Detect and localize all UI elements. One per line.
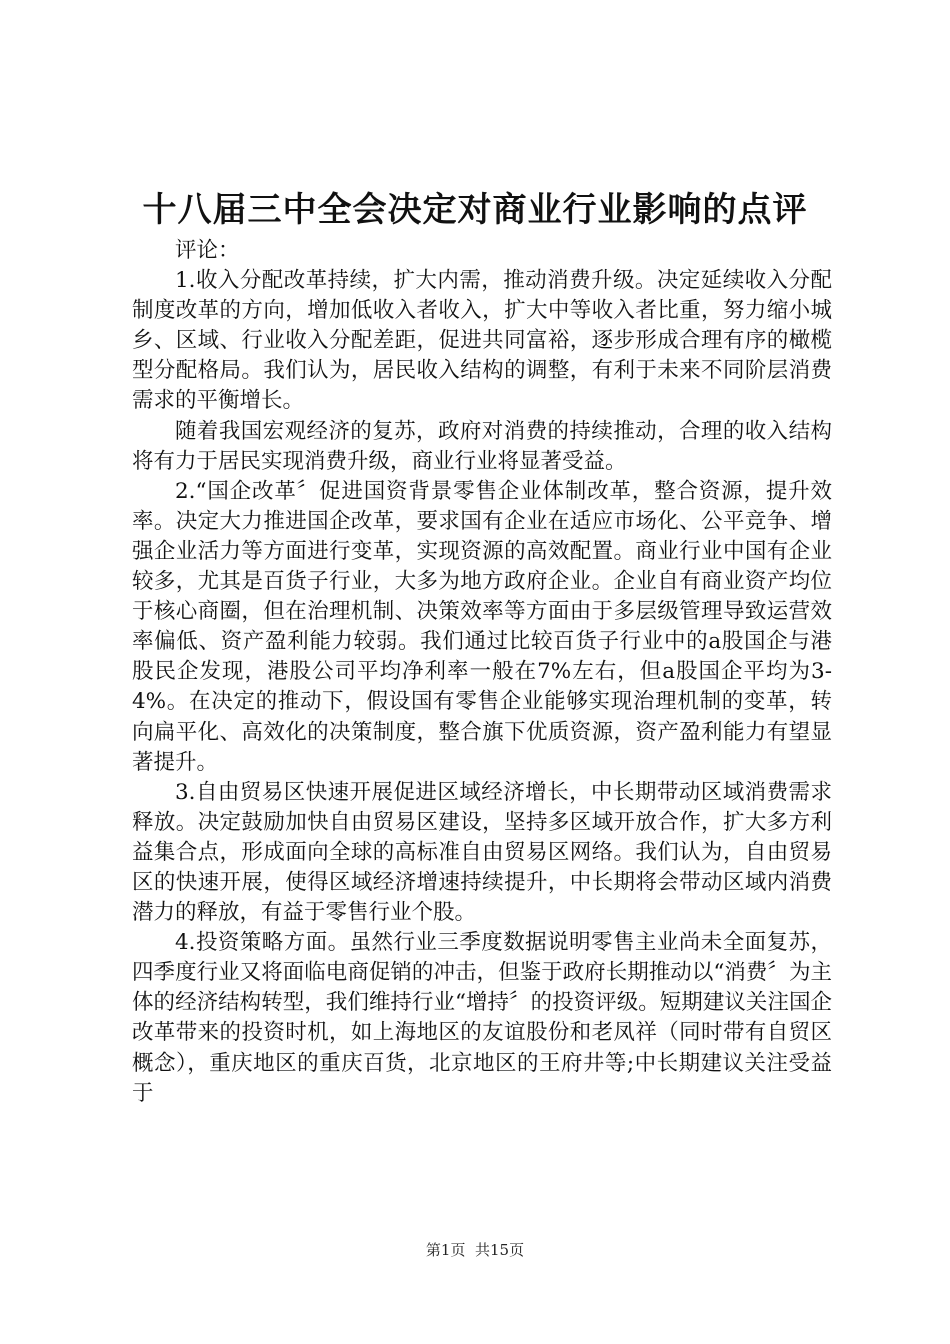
document-title: 十八届三中全会决定对商业行业影响的点评 — [142, 190, 808, 230]
paragraph-point-1-continued: 随着我国宏观经济的复苏，政府对消费的持续推动，合理的收入结构将有力于居民实现消费升级，商业行业将显著受益。 — [132, 418, 832, 474]
paragraph-comment-label: 评论： — [175, 238, 240, 263]
document-body — [132, 236, 832, 1109]
paragraph-point-2: 2.“国企改革〞促进国资背景零售企业体制改革，整合资源，提升效率。决定大力推进国企改革，要求国有企业在适应市场化、公平竞争、增强企业活力等方面进行变革，实现资源的高效配置。商业行业中国有企业较多，尤其是百货子行业，大多为地方政府企业。企业自有商业资产均位于核心商圈，但在治理机制、决策效率等方面由于多层级管理导致运营效率偏低、资产盈利能力较弱。我们通过比较百货子行业中的a股国企与港股民企发现，港股公司平均净利率一般在7%左右，但a股国企平均为3-4%。在决定的推动下，假设国有零售企业能够实现治理机制的变革，转向扁平化、高效化的决策制度，整合旗下优质资源，资产盈利能力有望显著提升。 — [132, 478, 832, 775]
page-total: 共15页 — [475, 1241, 525, 1259]
paragraph-point-4: 4.投资策略方面。虽然行业三季度数据说明零售主业尚未全面复苏，四季度行业又将面临电商促销的冲击，但鉴于政府长期推动以“消费〞为主体的经济结构转型，我们维持行业“增持〞的投资评级。短期建议关注国企改革带来的投资时机，如上海地区的友谊股份和老凤祥（同时带有自贸区概念），重庆地区的重庆百货，北京地区的王府井等;中长期建议关注受益于 — [132, 930, 832, 1106]
footer-separator — [465, 1241, 475, 1259]
paragraph-point-3: 3.自由贸易区快速开展促进区域经济增长，中长期带动区域消费需求释放。决定鼓励加快自由贸易区建设，坚持多区域开放合作，扩大多方利益集合点，形成面向全球的高标准自由贸易区网络。我们认为，自由贸易区的快速开展，使得区域经济增速持续提升，中长期将会带动区域内消费潜力的释放，有益于零售行业个股。 — [132, 779, 832, 926]
paragraph-point-1: 1.收入分配改革持续，扩大内需，推动消费升级。决定延续收入分配制度改革的方向，增加低收入者收入，扩大中等收入者比重，努力缩小城乡、区域、行业收入分配差距，促进共同富裕，逐步形成合理有序的橄榄型分配格局。我们认为，居民收入结构的调整，有利于未来不同阶层消费需求的平衡增长。 — [132, 268, 832, 414]
page-footer — [0, 1240, 950, 1260]
page-number: 第1页 — [425, 1241, 466, 1259]
